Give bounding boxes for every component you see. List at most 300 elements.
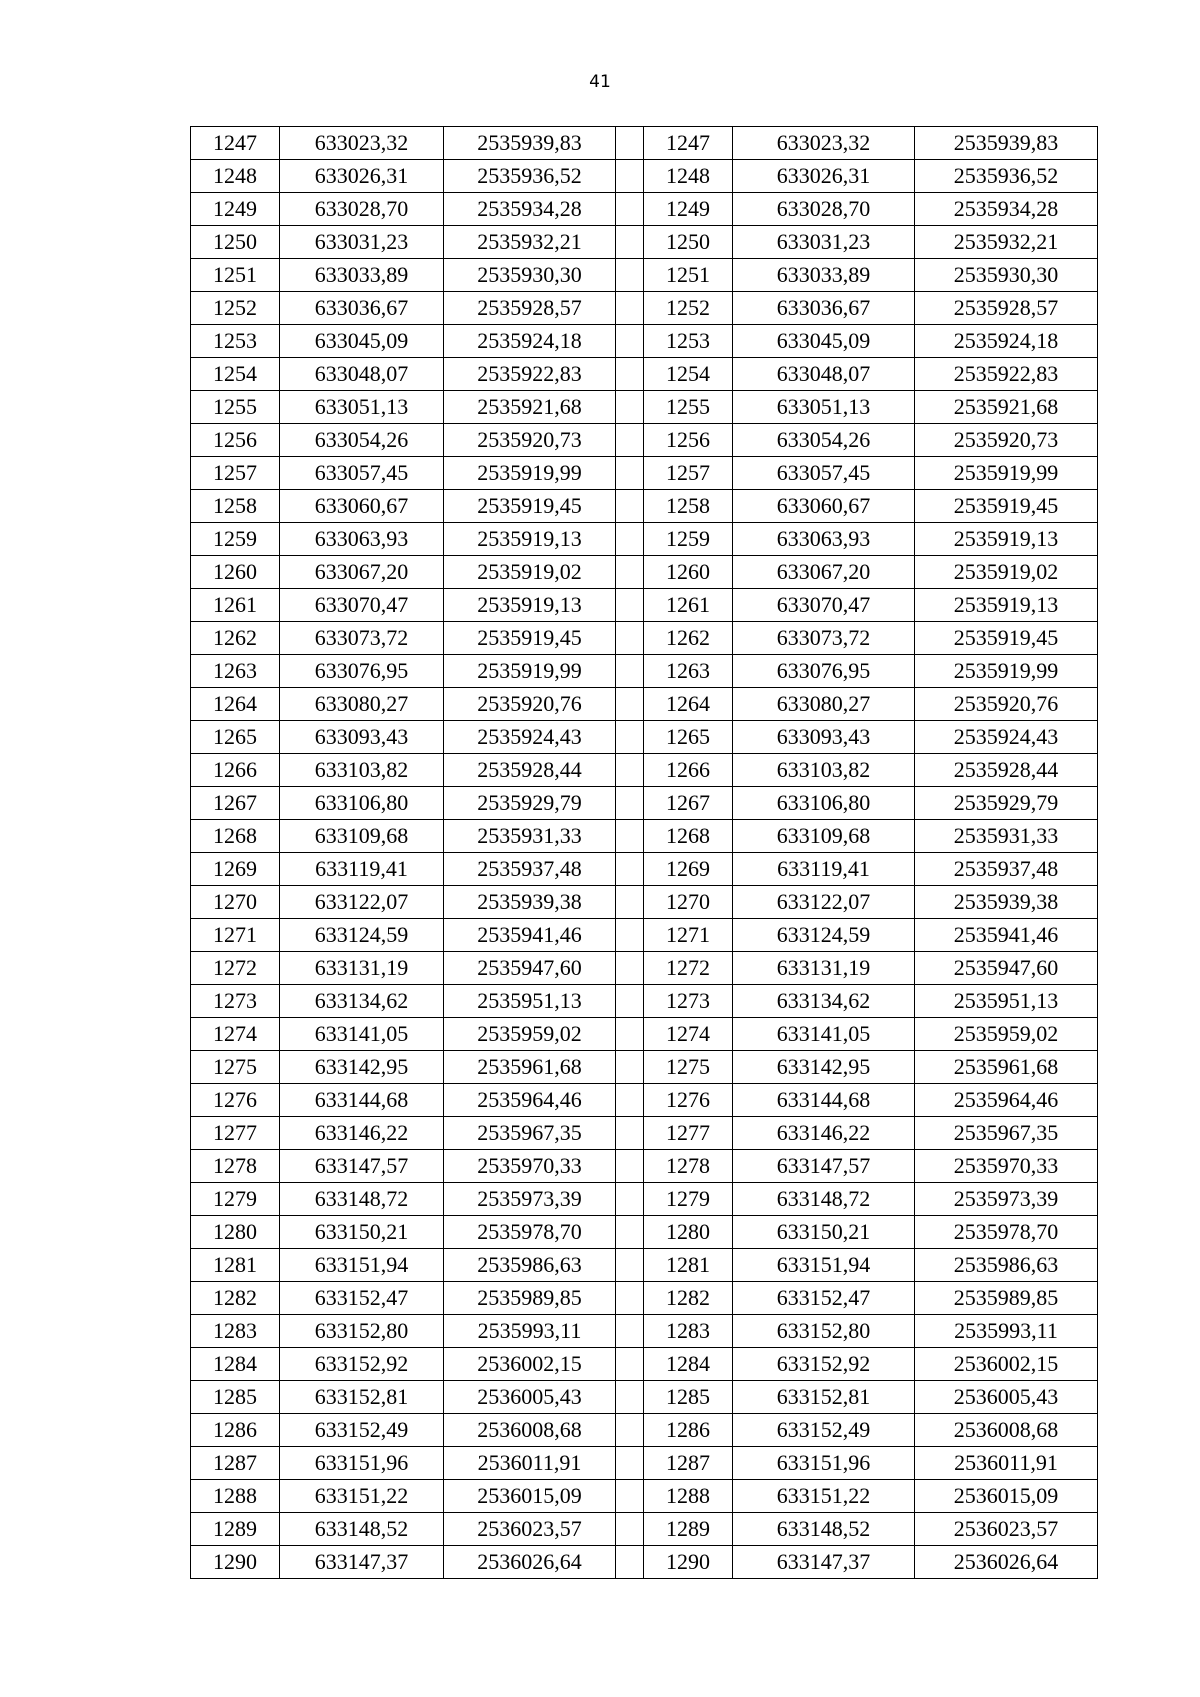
spacer-cell (616, 1282, 644, 1315)
x-coordinate-left: 633093,43 (280, 721, 444, 754)
spacer-cell (616, 754, 644, 787)
y-coordinate-left: 2536011,91 (444, 1447, 616, 1480)
x-coordinate-left: 633045,09 (280, 325, 444, 358)
y-coordinate-left: 2535936,52 (444, 160, 616, 193)
x-coordinate-right: 633054,26 (733, 424, 915, 457)
x-coordinate-left: 633146,22 (280, 1117, 444, 1150)
x-coordinate-left: 633124,59 (280, 919, 444, 952)
point-number-left: 1286 (191, 1414, 280, 1447)
point-number-right: 1255 (644, 391, 733, 424)
x-coordinate-right: 633031,23 (733, 226, 915, 259)
point-number-left: 1284 (191, 1348, 280, 1381)
point-number-right: 1282 (644, 1282, 733, 1315)
x-coordinate-right: 633131,19 (733, 952, 915, 985)
y-coordinate-left: 2535922,83 (444, 358, 616, 391)
y-coordinate-left: 2535931,33 (444, 820, 616, 853)
x-coordinate-left: 633033,89 (280, 259, 444, 292)
y-coordinate-right: 2535941,46 (915, 919, 1098, 952)
table-row (191, 1084, 1098, 1117)
y-coordinate-right: 2535973,39 (915, 1183, 1098, 1216)
spacer-cell (616, 1447, 644, 1480)
y-coordinate-right: 2535951,13 (915, 985, 1098, 1018)
table-row (191, 1480, 1098, 1513)
x-coordinate-right: 633134,62 (733, 985, 915, 1018)
x-coordinate-right: 633141,05 (733, 1018, 915, 1051)
spacer-cell (616, 1117, 644, 1150)
y-coordinate-right: 2535922,83 (915, 358, 1098, 391)
y-coordinate-right: 2536002,15 (915, 1348, 1098, 1381)
x-coordinate-left: 633147,37 (280, 1546, 444, 1579)
spacer-cell (616, 886, 644, 919)
spacer-cell (616, 985, 644, 1018)
point-number-right: 1271 (644, 919, 733, 952)
y-coordinate-right: 2535919,45 (915, 490, 1098, 523)
y-coordinate-left: 2535920,76 (444, 688, 616, 721)
spacer-cell (616, 820, 644, 853)
x-coordinate-right: 633023,32 (733, 127, 915, 160)
point-number-left: 1270 (191, 886, 280, 919)
spacer-cell (616, 490, 644, 523)
y-coordinate-left: 2535919,99 (444, 655, 616, 688)
point-number-left: 1258 (191, 490, 280, 523)
point-number-right: 1284 (644, 1348, 733, 1381)
y-coordinate-right: 2535919,13 (915, 589, 1098, 622)
point-number-left: 1251 (191, 259, 280, 292)
x-coordinate-right: 633142,95 (733, 1051, 915, 1084)
spacer-cell (616, 1546, 644, 1579)
y-coordinate-right: 2535989,85 (915, 1282, 1098, 1315)
point-number-right: 1262 (644, 622, 733, 655)
y-coordinate-left: 2536023,57 (444, 1513, 616, 1546)
point-number-left: 1271 (191, 919, 280, 952)
point-number-left: 1261 (191, 589, 280, 622)
x-coordinate-left: 633141,05 (280, 1018, 444, 1051)
y-coordinate-right: 2535947,60 (915, 952, 1098, 985)
y-coordinate-left: 2535928,44 (444, 754, 616, 787)
x-coordinate-right: 633076,95 (733, 655, 915, 688)
point-number-right: 1279 (644, 1183, 733, 1216)
x-coordinate-left: 633054,26 (280, 424, 444, 457)
y-coordinate-right: 2536005,43 (915, 1381, 1098, 1414)
spacer-cell (616, 325, 644, 358)
y-coordinate-left: 2535919,45 (444, 622, 616, 655)
table-row (191, 952, 1098, 985)
y-coordinate-right: 2535929,79 (915, 787, 1098, 820)
x-coordinate-right: 633144,68 (733, 1084, 915, 1117)
spacer-cell (616, 259, 644, 292)
x-coordinate-right: 633152,49 (733, 1414, 915, 1447)
y-coordinate-left: 2535919,13 (444, 523, 616, 556)
point-number-right: 1250 (644, 226, 733, 259)
point-number-left: 1248 (191, 160, 280, 193)
table-row (191, 1348, 1098, 1381)
x-coordinate-left: 633106,80 (280, 787, 444, 820)
point-number-left: 1249 (191, 193, 280, 226)
x-coordinate-right: 633080,27 (733, 688, 915, 721)
x-coordinate-right: 633148,72 (733, 1183, 915, 1216)
y-coordinate-right: 2535937,48 (915, 853, 1098, 886)
point-number-left: 1247 (191, 127, 280, 160)
x-coordinate-left: 633080,27 (280, 688, 444, 721)
spacer-cell (616, 1315, 644, 1348)
y-coordinate-right: 2535964,46 (915, 1084, 1098, 1117)
spacer-cell (616, 523, 644, 556)
point-number-right: 1263 (644, 655, 733, 688)
table-row (191, 457, 1098, 490)
x-coordinate-left: 633028,70 (280, 193, 444, 226)
y-coordinate-left: 2535951,13 (444, 985, 616, 1018)
point-number-left: 1279 (191, 1183, 280, 1216)
y-coordinate-right: 2535919,99 (915, 655, 1098, 688)
y-coordinate-right: 2535939,38 (915, 886, 1098, 919)
y-coordinate-left: 2535959,02 (444, 1018, 616, 1051)
x-coordinate-left: 633151,96 (280, 1447, 444, 1480)
point-number-left: 1277 (191, 1117, 280, 1150)
x-coordinate-right: 633151,94 (733, 1249, 915, 1282)
y-coordinate-right: 2535939,83 (915, 127, 1098, 160)
point-number-left: 1255 (191, 391, 280, 424)
spacer-cell (616, 952, 644, 985)
point-number-right: 1277 (644, 1117, 733, 1150)
point-number-left: 1266 (191, 754, 280, 787)
point-number-left: 1289 (191, 1513, 280, 1546)
y-coordinate-right: 2535928,57 (915, 292, 1098, 325)
x-coordinate-left: 633150,21 (280, 1216, 444, 1249)
point-number-right: 1290 (644, 1546, 733, 1579)
y-coordinate-right: 2535919,99 (915, 457, 1098, 490)
y-coordinate-left: 2536005,43 (444, 1381, 616, 1414)
x-coordinate-right: 633152,81 (733, 1381, 915, 1414)
spacer-cell (616, 1414, 644, 1447)
table-row (191, 160, 1098, 193)
table-row (191, 721, 1098, 754)
table-row (191, 1414, 1098, 1447)
point-number-right: 1280 (644, 1216, 733, 1249)
table-row (191, 1051, 1098, 1084)
x-coordinate-right: 633026,31 (733, 160, 915, 193)
y-coordinate-right: 2535920,73 (915, 424, 1098, 457)
spacer-cell (616, 1084, 644, 1117)
table-row (191, 589, 1098, 622)
table-row (191, 1513, 1098, 1546)
y-coordinate-right: 2535924,43 (915, 721, 1098, 754)
x-coordinate-left: 633151,22 (280, 1480, 444, 1513)
spacer-cell (616, 589, 644, 622)
point-number-right: 1258 (644, 490, 733, 523)
spacer-cell (616, 292, 644, 325)
y-coordinate-left: 2535970,33 (444, 1150, 616, 1183)
point-number-left: 1260 (191, 556, 280, 589)
table-row (191, 325, 1098, 358)
y-coordinate-right: 2535921,68 (915, 391, 1098, 424)
x-coordinate-left: 633048,07 (280, 358, 444, 391)
table-row (191, 391, 1098, 424)
table-row (191, 655, 1098, 688)
table-row (191, 985, 1098, 1018)
x-coordinate-right: 633151,22 (733, 1480, 915, 1513)
y-coordinate-right: 2535919,02 (915, 556, 1098, 589)
x-coordinate-right: 633045,09 (733, 325, 915, 358)
point-number-right: 1281 (644, 1249, 733, 1282)
x-coordinate-right: 633057,45 (733, 457, 915, 490)
y-coordinate-right: 2535934,28 (915, 193, 1098, 226)
y-coordinate-right: 2535959,02 (915, 1018, 1098, 1051)
x-coordinate-right: 633073,72 (733, 622, 915, 655)
point-number-right: 1278 (644, 1150, 733, 1183)
table-row (191, 1546, 1098, 1579)
point-number-left: 1257 (191, 457, 280, 490)
spacer-cell (616, 1183, 644, 1216)
spacer-cell (616, 787, 644, 820)
spacer-cell (616, 622, 644, 655)
coordinates-table (190, 126, 1098, 1579)
y-coordinate-right: 2535930,30 (915, 259, 1098, 292)
y-coordinate-left: 2536002,15 (444, 1348, 616, 1381)
spacer-cell (616, 1018, 644, 1051)
spacer-cell (616, 1216, 644, 1249)
spacer-cell (616, 193, 644, 226)
x-coordinate-left: 633152,47 (280, 1282, 444, 1315)
table-row (191, 886, 1098, 919)
spacer-cell (616, 919, 644, 952)
y-coordinate-right: 2535970,33 (915, 1150, 1098, 1183)
spacer-cell (616, 457, 644, 490)
spacer-cell (616, 1150, 644, 1183)
y-coordinate-left: 2536026,64 (444, 1546, 616, 1579)
y-coordinate-left: 2535961,68 (444, 1051, 616, 1084)
x-coordinate-left: 633031,23 (280, 226, 444, 259)
y-coordinate-left: 2535932,21 (444, 226, 616, 259)
y-coordinate-left: 2536008,68 (444, 1414, 616, 1447)
point-number-left: 1263 (191, 655, 280, 688)
spacer-cell (616, 1249, 644, 1282)
point-number-right: 1272 (644, 952, 733, 985)
point-number-left: 1282 (191, 1282, 280, 1315)
y-coordinate-left: 2535919,99 (444, 457, 616, 490)
x-coordinate-right: 633147,57 (733, 1150, 915, 1183)
point-number-right: 1273 (644, 985, 733, 1018)
x-coordinate-right: 633150,21 (733, 1216, 915, 1249)
point-number-right: 1274 (644, 1018, 733, 1051)
table-row (191, 490, 1098, 523)
point-number-left: 1259 (191, 523, 280, 556)
spacer-cell (616, 1051, 644, 1084)
point-number-left: 1275 (191, 1051, 280, 1084)
x-coordinate-right: 633063,93 (733, 523, 915, 556)
spacer-cell (616, 688, 644, 721)
y-coordinate-left: 2535964,46 (444, 1084, 616, 1117)
table-row (191, 1249, 1098, 1282)
coordinates-table-body (191, 127, 1098, 1579)
x-coordinate-right: 633048,07 (733, 358, 915, 391)
y-coordinate-left: 2535919,45 (444, 490, 616, 523)
spacer-cell (616, 160, 644, 193)
table-row (191, 1447, 1098, 1480)
x-coordinate-left: 633151,94 (280, 1249, 444, 1282)
point-number-right: 1286 (644, 1414, 733, 1447)
point-number-right: 1266 (644, 754, 733, 787)
spacer-cell (616, 391, 644, 424)
y-coordinate-right: 2536011,91 (915, 1447, 1098, 1480)
point-number-right: 1268 (644, 820, 733, 853)
spacer-cell (616, 853, 644, 886)
x-coordinate-left: 633067,20 (280, 556, 444, 589)
spacer-cell (616, 655, 644, 688)
x-coordinate-left: 633147,57 (280, 1150, 444, 1183)
table-row (191, 919, 1098, 952)
spacer-cell (616, 1513, 644, 1546)
point-number-right: 1256 (644, 424, 733, 457)
spacer-cell (616, 424, 644, 457)
point-number-right: 1285 (644, 1381, 733, 1414)
point-number-right: 1248 (644, 160, 733, 193)
x-coordinate-left: 633152,49 (280, 1414, 444, 1447)
x-coordinate-right: 633106,80 (733, 787, 915, 820)
point-number-left: 1252 (191, 292, 280, 325)
y-coordinate-left: 2535978,70 (444, 1216, 616, 1249)
table-row (191, 754, 1098, 787)
point-number-right: 1267 (644, 787, 733, 820)
table-row (191, 853, 1098, 886)
y-coordinate-left: 2535986,63 (444, 1249, 616, 1282)
table-row (191, 1216, 1098, 1249)
x-coordinate-left: 633142,95 (280, 1051, 444, 1084)
x-coordinate-right: 633122,07 (733, 886, 915, 919)
y-coordinate-right: 2536015,09 (915, 1480, 1098, 1513)
point-number-left: 1265 (191, 721, 280, 754)
table-row (191, 193, 1098, 226)
spacer-cell (616, 721, 644, 754)
point-number-right: 1264 (644, 688, 733, 721)
x-coordinate-left: 633060,67 (280, 490, 444, 523)
point-number-left: 1281 (191, 1249, 280, 1282)
y-coordinate-right: 2535931,33 (915, 820, 1098, 853)
point-number-left: 1256 (191, 424, 280, 457)
y-coordinate-left: 2535939,38 (444, 886, 616, 919)
y-coordinate-right: 2535986,63 (915, 1249, 1098, 1282)
table-row (191, 523, 1098, 556)
y-coordinate-left: 2535930,30 (444, 259, 616, 292)
y-coordinate-right: 2535932,21 (915, 226, 1098, 259)
x-coordinate-left: 633119,41 (280, 853, 444, 886)
point-number-left: 1262 (191, 622, 280, 655)
point-number-right: 1275 (644, 1051, 733, 1084)
x-coordinate-left: 633148,52 (280, 1513, 444, 1546)
y-coordinate-right: 2535961,68 (915, 1051, 1098, 1084)
spacer-cell (616, 1480, 644, 1513)
point-number-right: 1287 (644, 1447, 733, 1480)
spacer-cell (616, 556, 644, 589)
table-row (191, 226, 1098, 259)
y-coordinate-right: 2535919,45 (915, 622, 1098, 655)
y-coordinate-left: 2536015,09 (444, 1480, 616, 1513)
x-coordinate-left: 633122,07 (280, 886, 444, 919)
x-coordinate-right: 633051,13 (733, 391, 915, 424)
point-number-left: 1283 (191, 1315, 280, 1348)
table-row (191, 1150, 1098, 1183)
x-coordinate-right: 633109,68 (733, 820, 915, 853)
x-coordinate-left: 633036,67 (280, 292, 444, 325)
table-row (191, 787, 1098, 820)
y-coordinate-right: 2535936,52 (915, 160, 1098, 193)
x-coordinate-left: 633152,92 (280, 1348, 444, 1381)
spacer-cell (616, 358, 644, 391)
point-number-left: 1273 (191, 985, 280, 1018)
x-coordinate-left: 633152,80 (280, 1315, 444, 1348)
y-coordinate-left: 2535989,85 (444, 1282, 616, 1315)
point-number-left: 1264 (191, 688, 280, 721)
point-number-right: 1247 (644, 127, 733, 160)
x-coordinate-right: 633152,80 (733, 1315, 915, 1348)
x-coordinate-left: 633144,68 (280, 1084, 444, 1117)
point-number-right: 1254 (644, 358, 733, 391)
point-number-left: 1254 (191, 358, 280, 391)
spacer-cell (616, 1348, 644, 1381)
y-coordinate-right: 2535978,70 (915, 1216, 1098, 1249)
x-coordinate-left: 633063,93 (280, 523, 444, 556)
x-coordinate-left: 633026,31 (280, 160, 444, 193)
table-row (191, 1381, 1098, 1414)
y-coordinate-left: 2535934,28 (444, 193, 616, 226)
x-coordinate-right: 633033,89 (733, 259, 915, 292)
x-coordinate-right: 633146,22 (733, 1117, 915, 1150)
x-coordinate-left: 633109,68 (280, 820, 444, 853)
point-number-right: 1270 (644, 886, 733, 919)
y-coordinate-left: 2535920,73 (444, 424, 616, 457)
point-number-right: 1252 (644, 292, 733, 325)
y-coordinate-right: 2536023,57 (915, 1513, 1098, 1546)
y-coordinate-right: 2535967,35 (915, 1117, 1098, 1150)
y-coordinate-left: 2535993,11 (444, 1315, 616, 1348)
spacer-cell (616, 127, 644, 160)
table-row (191, 424, 1098, 457)
y-coordinate-right: 2535993,11 (915, 1315, 1098, 1348)
x-coordinate-left: 633131,19 (280, 952, 444, 985)
point-number-left: 1288 (191, 1480, 280, 1513)
x-coordinate-right: 633070,47 (733, 589, 915, 622)
y-coordinate-left: 2535967,35 (444, 1117, 616, 1150)
x-coordinate-right: 633152,92 (733, 1348, 915, 1381)
point-number-right: 1289 (644, 1513, 733, 1546)
x-coordinate-right: 633036,67 (733, 292, 915, 325)
y-coordinate-left: 2535924,18 (444, 325, 616, 358)
y-coordinate-left: 2535947,60 (444, 952, 616, 985)
point-number-right: 1265 (644, 721, 733, 754)
spacer-cell (616, 1381, 644, 1414)
x-coordinate-left: 633051,13 (280, 391, 444, 424)
x-coordinate-right: 633152,47 (733, 1282, 915, 1315)
spacer-cell (616, 226, 644, 259)
point-number-right: 1261 (644, 589, 733, 622)
table-row (191, 292, 1098, 325)
y-coordinate-left: 2535941,46 (444, 919, 616, 952)
point-number-left: 1267 (191, 787, 280, 820)
table-row (191, 259, 1098, 292)
point-number-left: 1280 (191, 1216, 280, 1249)
table-row (191, 358, 1098, 391)
x-coordinate-left: 633023,32 (280, 127, 444, 160)
point-number-left: 1278 (191, 1150, 280, 1183)
x-coordinate-right: 633119,41 (733, 853, 915, 886)
y-coordinate-left: 2535921,68 (444, 391, 616, 424)
point-number-right: 1288 (644, 1480, 733, 1513)
point-number-right: 1276 (644, 1084, 733, 1117)
y-coordinate-right: 2535928,44 (915, 754, 1098, 787)
point-number-right: 1257 (644, 457, 733, 490)
table-row (191, 1282, 1098, 1315)
point-number-left: 1276 (191, 1084, 280, 1117)
x-coordinate-right: 633148,52 (733, 1513, 915, 1546)
